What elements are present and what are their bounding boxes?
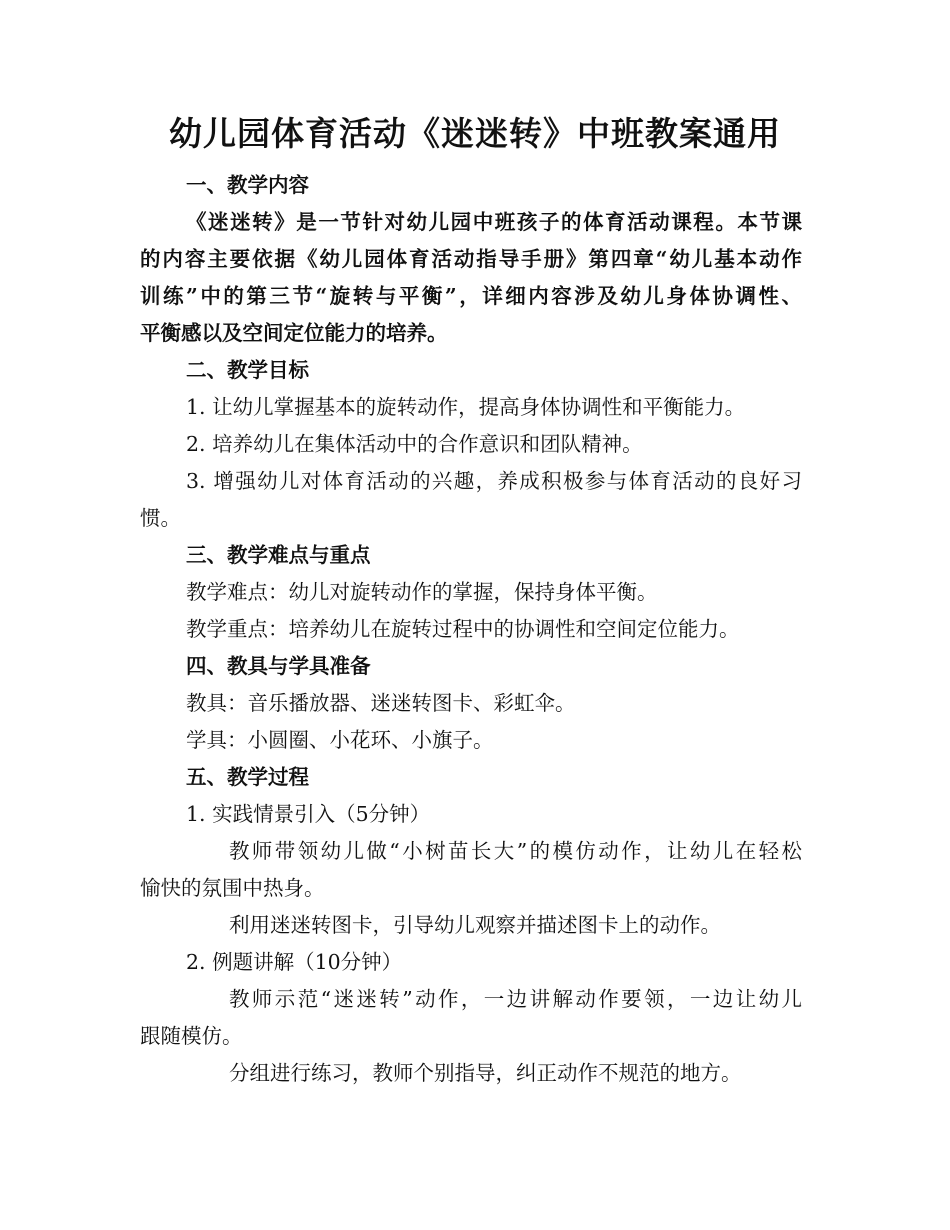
objective-item-2: 2. 培养幼儿在集体活动中的合作意识和团队精神。 bbox=[186, 432, 643, 456]
objective-item-3-line-2: 惯。 bbox=[140, 506, 181, 530]
section-1-line-1: 《迷迷转》是一节针对幼儿园中班孩子的体育活动课程。本节课 bbox=[186, 210, 802, 234]
process-step-1: 1. 实践情景引入（5分钟） bbox=[186, 802, 431, 826]
process-step-2: 2. 例题讲解（10分钟） bbox=[186, 950, 403, 974]
objective-item-3-line-1: 3. 增强幼儿对体育活动的兴趣，养成积极参与体育活动的良好习 bbox=[186, 469, 802, 493]
teaching-difficulty: 教学难点：幼儿对旋转动作的掌握，保持身体平衡。 bbox=[186, 580, 658, 604]
learning-aids: 学具：小圆圈、小花环、小旗子。 bbox=[186, 728, 494, 752]
section-1-line-4: 平衡感以及空间定位能力的培养。 bbox=[140, 321, 448, 345]
step-1-paragraph-2: 利用迷迷转图卡，引导幼儿观察并描述图卡上的动作。 bbox=[229, 913, 721, 937]
step-2-paragraph-2: 分组进行练习，教师个别指导，纠正动作不规范的地方。 bbox=[229, 1061, 742, 1085]
step-1-paragraph-1-line-1: 教师带领幼儿做“小树苗长大”的模仿动作，让幼儿在轻松 bbox=[229, 839, 802, 863]
section-1-line-3: 训练”中的第三节“旋转与平衡”，详细内容涉及幼儿身体协调性、 bbox=[140, 284, 802, 308]
step-1-paragraph-1-line-2: 愉快的氛围中热身。 bbox=[140, 876, 325, 900]
section-3-heading: 三、教学难点与重点 bbox=[186, 543, 371, 567]
section-5-heading: 五、教学过程 bbox=[186, 765, 309, 789]
section-2-heading: 二、教学目标 bbox=[186, 358, 309, 382]
step-2-paragraph-1-line-2: 跟随模仿。 bbox=[140, 1024, 243, 1048]
objective-item-1: 1. 让幼儿掌握基本的旋转动作，提高身体协调性和平衡能力。 bbox=[186, 395, 746, 419]
teaching-focus: 教学重点：培养幼儿在旋转过程中的协调性和空间定位能力。 bbox=[186, 617, 740, 641]
section-1-line-2: 的内容主要依据《幼儿园体育活动指导手册》第四章“幼儿基本动作 bbox=[140, 247, 802, 271]
section-4-heading: 四、教具与学具准备 bbox=[186, 654, 371, 678]
section-1-heading: 一、教学内容 bbox=[186, 173, 309, 197]
step-2-paragraph-1-line-1: 教师示范“迷迷转”动作，一边讲解动作要领，一边让幼儿 bbox=[229, 987, 802, 1011]
document-title: 幼儿园体育活动《迷迷转》中班教案通用 bbox=[169, 114, 781, 153]
teaching-aids: 教具：音乐播放器、迷迷转图卡、彩虹伞。 bbox=[186, 691, 576, 715]
